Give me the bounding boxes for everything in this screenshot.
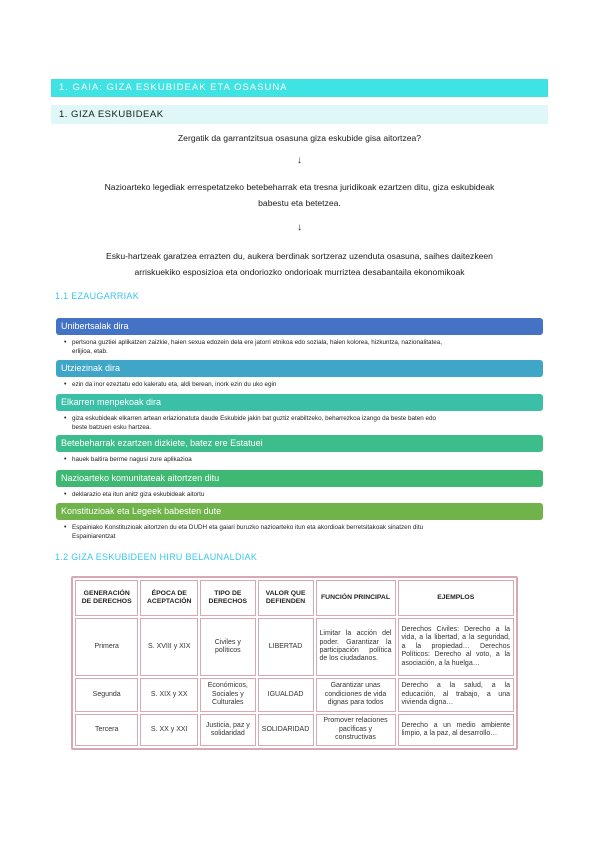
table-cell: Promover relaciones pacíficas y constructivas — [316, 714, 396, 746]
table-cell: Derecho a un medio ambiente limpio, a la paz, al desarrollo… — [398, 714, 515, 746]
characteristic-bar: Unibertsalak dira — [56, 318, 543, 335]
table-cell: Garantizar unas condiciones de vida dignas para todos — [316, 678, 396, 712]
generations-table — [71, 576, 518, 750]
section-heading: 1. GIZA ESKUBIDEAK — [51, 105, 548, 124]
intro-question: Zergatik da garrantzitsua osasuna giza eskubide gisa aitortzea? — [177, 133, 422, 143]
table-cell: Económicos, Sociales y Culturales — [200, 678, 256, 712]
table-cell: Segunda — [75, 678, 138, 712]
table-cell: Justicia, paz y solidaridad — [200, 714, 256, 746]
subsection-title-characteristics: 1.1 EZAUGARRIAK — [55, 291, 140, 301]
characteristic-bar: Utziezinak dira — [56, 360, 543, 377]
intro-paragraph-2-line-2: arriskuekiko esposizioa eta ondoriozko ondorioak murriztea desabantaila ekonomikoak — [134, 267, 465, 277]
table-row — [75, 678, 514, 712]
bullet-line: Espainiako Konstituzioak aitortzen du eta DUDH eta gaiari buruzko nazioarteko itun eta akordioak berretsitakoak sinatzen ditu — [72, 524, 424, 531]
table-row — [75, 714, 514, 746]
characteristic-bar: Konstituzioak eta Legeek babesten dute — [56, 503, 543, 520]
table-cell: Tercera — [75, 714, 138, 746]
characteristic-bullet — [72, 455, 542, 464]
intro-paragraph-1-line-1: Nazioarteko legediak errespetatzeko betebeharrak eta tresna juridikoak ezartzen ditu, giza eskubideak — [104, 182, 495, 192]
column-header: GENERACIÓN DE DERECHOS — [75, 580, 138, 616]
bullet-line: erlijioa, etab. — [72, 348, 108, 355]
characteristic-bar: Betebeharrak ezartzen dizkiete, batez ere Estatuei — [56, 435, 543, 452]
subsection-title-generations: 1.2 GIZA ESKUBIDEEN HIRU BELAUNALDIAK — [55, 552, 258, 562]
bullet-line: hauek baitira berme nagusi zure aplikazioa — [72, 456, 192, 463]
characteristic-bullet — [72, 523, 542, 541]
bullet-line: deklarazio eta itun anitz giza eskubideak aitortu — [72, 491, 205, 498]
characteristic-bullet — [72, 338, 542, 356]
table-cell: S. XVIII y XIX — [140, 618, 198, 676]
bullet-line: beste batzuen esku hartzea. — [72, 424, 152, 431]
chapter-heading: 1. GAIA: GIZA ESKUBIDEAK ETA OSASUNA — [51, 79, 548, 97]
characteristic-bar: Nazioarteko komunitateak aitortzen ditu — [56, 470, 543, 487]
column-header: TIPO DE DERECHOS — [200, 580, 256, 616]
table-cell: S. XX y XXI — [140, 714, 198, 746]
table-cell: S. XIX y XX — [140, 678, 198, 712]
bullet-line: giza eskubideak elkarren artean erlazionatuta daude Eskubide jakin bat guztiz erabiltzeko, beharrezkoa izango da beste baten edo — [72, 415, 437, 422]
table-header-row — [75, 580, 514, 616]
table-cell: SOLIDARIDAD — [258, 714, 314, 746]
table-cell: IGUALDAD — [258, 678, 314, 712]
column-header: VALOR QUE DEFIENDEN — [258, 580, 314, 616]
bullet-line: pertsona guztiei aplikatzen zaizkie, haien sexua edozein dela ere jatorri etnikoa edo soziala, haien kolorea, hizkuntza, nazionalitatea, — [72, 339, 443, 346]
table-cell: Civiles y políticos — [200, 618, 256, 676]
characteristic-bar: Elkarren menpekoak dira — [56, 394, 543, 411]
table-row — [75, 618, 514, 676]
table-cell: Primera — [75, 618, 138, 676]
down-arrow-icon: ↓ — [297, 155, 302, 166]
table-cell: LIBERTAD — [258, 618, 314, 676]
column-header: EJEMPLOS — [398, 580, 515, 616]
table-cell: Limitar la acción del poder. Garantizar la participación política de los ciudadanos. — [316, 618, 396, 676]
characteristic-bullet — [72, 490, 542, 499]
intro-paragraph-1-line-2: babestu eta betetzea. — [258, 198, 341, 208]
column-header: ÉPOCA DE ACEPTACIÓN — [140, 580, 198, 616]
bullet-line: ezin da inor ezeztatu edo kaleratu eta, aldi berean, inork ezin du uko egin — [72, 381, 277, 388]
characteristic-bullet — [72, 380, 542, 389]
intro-paragraph-2-line-1: Esku-hartzeak garatzea errazten du, aukera berdinak sortzeraz uzenduta osasuna, saihes daitezkeen — [106, 251, 493, 261]
characteristic-bullet — [72, 414, 542, 432]
table-cell: Derechos Civiles: Derecho a la vida, a la libertad, a la seguridad, a la propiedad… Derechos Políticos: Derecho al voto, a la asociación, a la huelga… — [398, 618, 515, 676]
down-arrow-icon: ↓ — [297, 222, 302, 233]
bullet-line: Espainiarentzat — [72, 533, 116, 540]
column-header: FUNCIÓN PRINCIPAL — [316, 580, 396, 616]
table-cell: Derecho a la salud, a la educación, al trabajo, a una vivienda digna… — [398, 678, 515, 712]
